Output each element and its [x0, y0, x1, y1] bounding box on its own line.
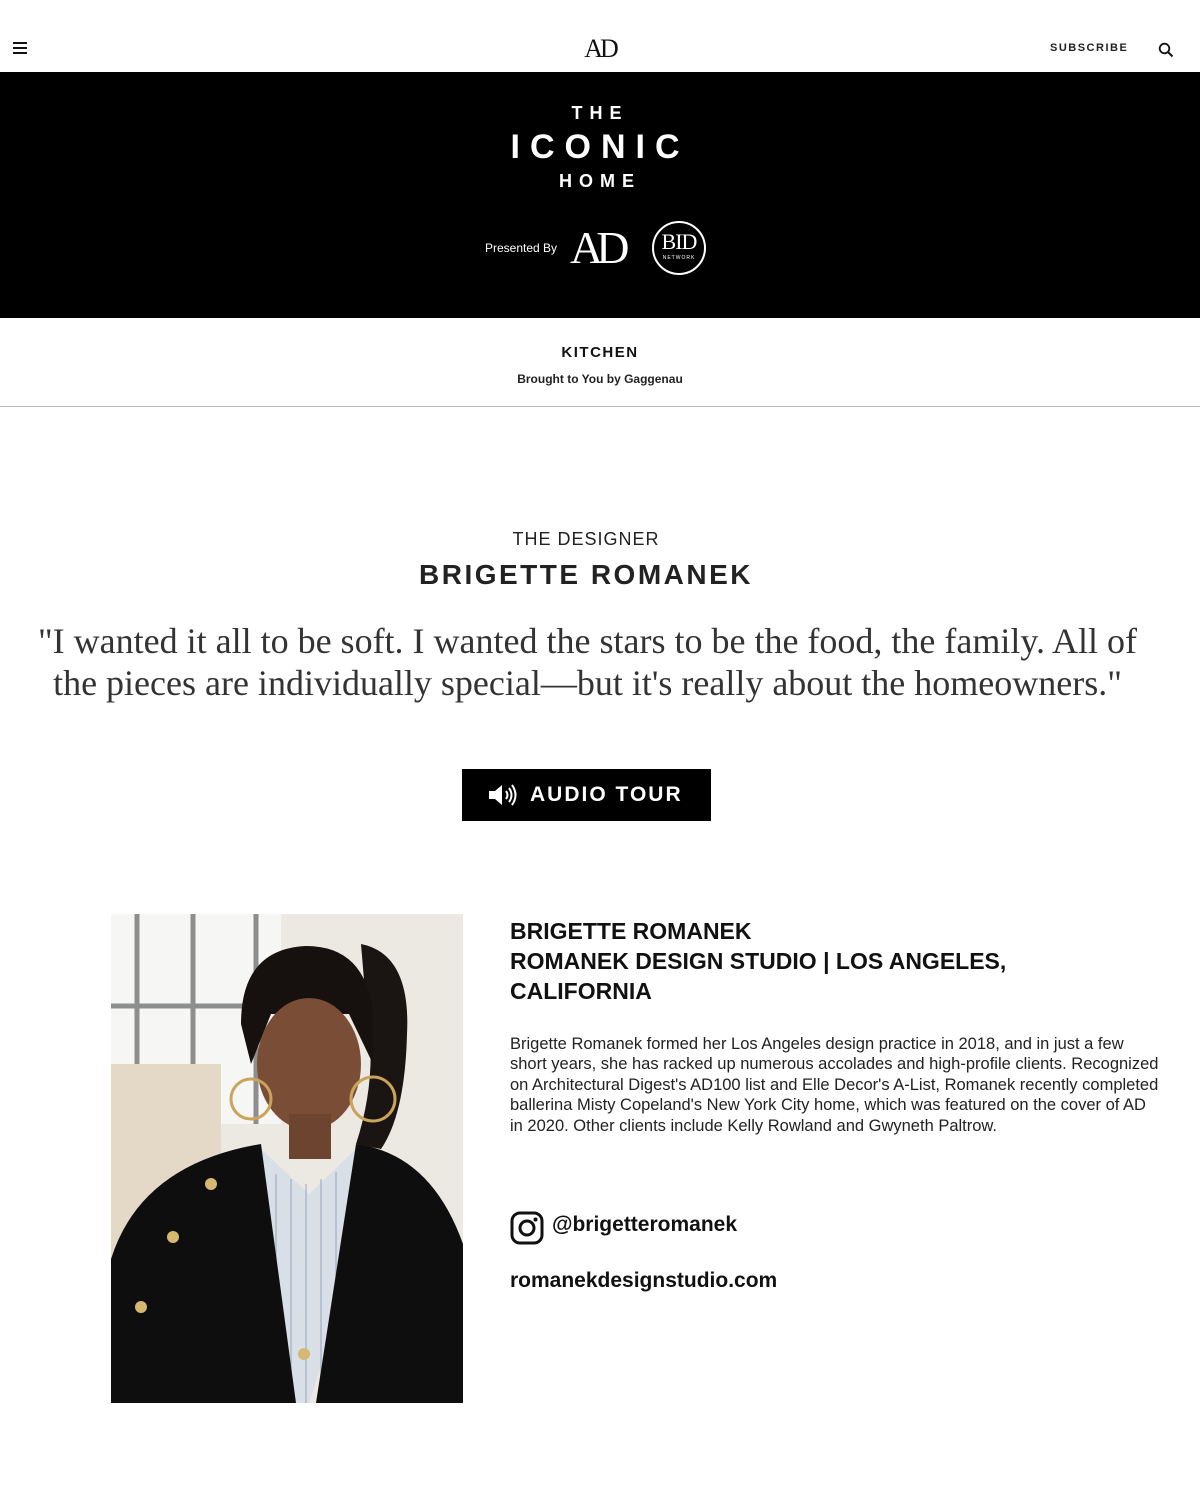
hero-title-line2: ICONIC — [510, 128, 690, 166]
designer-name: BRIGETTE ROMANEK — [419, 559, 753, 590]
instagram-handle-link[interactable]: @brigetteromanek — [552, 1213, 738, 1236]
subscribe-link[interactable]: SUBSCRIBE — [1050, 42, 1129, 54]
designer-portrait — [111, 914, 463, 1403]
section-header — [0, 318, 1200, 407]
audio-tour-label: AUDIO TOUR — [530, 783, 683, 806]
menu-icon[interactable] — [12, 40, 28, 56]
bid-logo-subtext: NETWORK — [662, 255, 696, 261]
hero-title-line3: HOME — [559, 171, 641, 191]
profile-studio: ROMANEK DESIGN STUDIO | LOS ANGELES, CALIFORNIA — [510, 948, 1007, 1004]
speaker-icon — [488, 782, 518, 808]
website-link[interactable]: romanekdesignstudio.com — [510, 1269, 778, 1292]
top-nav — [0, 0, 1200, 73]
section-title: KITCHEN — [561, 344, 639, 361]
ad-partner-logo: AD — [570, 222, 623, 273]
section-sponsor: Brought to You by Gaggenau — [517, 372, 683, 386]
site-logo[interactable]: AD — [584, 34, 616, 63]
instagram-icon[interactable] — [510, 1211, 544, 1245]
bid-logo-text: BID — [661, 229, 697, 254]
designer-quote: "I wanted it all to be soft. I wanted the stars to be the food, the family. All of the pieces are individually special—but it's really about the homeowners." — [37, 621, 1138, 703]
designer-label: THE DESIGNER — [512, 529, 660, 549]
hero-banner — [0, 73, 1200, 318]
bid-network-logo — [652, 221, 706, 275]
profile-name: BRIGETTE ROMANEK — [510, 918, 752, 944]
search-icon[interactable] — [1158, 42, 1174, 58]
profile-bio: Brigette Romanek formed her Los Angeles design practice in 2018, and in just a few short years, she has racked up numerous accolades and high-profile clients. Recognized on Architectural Digest's AD100 list and Elle Decor's A-List, Romanek recently completed ballerina Misty Copeland's New York City home, which was featured on the cover of AD in 2020. Other clients include Kelly Rowland and Gwyneth Paltrow. — [510, 1035, 1159, 1135]
hero-title-line1: THE — [571, 103, 629, 123]
audio-tour-button[interactable] — [462, 769, 711, 821]
presented-by-label: Presented By — [485, 241, 558, 255]
